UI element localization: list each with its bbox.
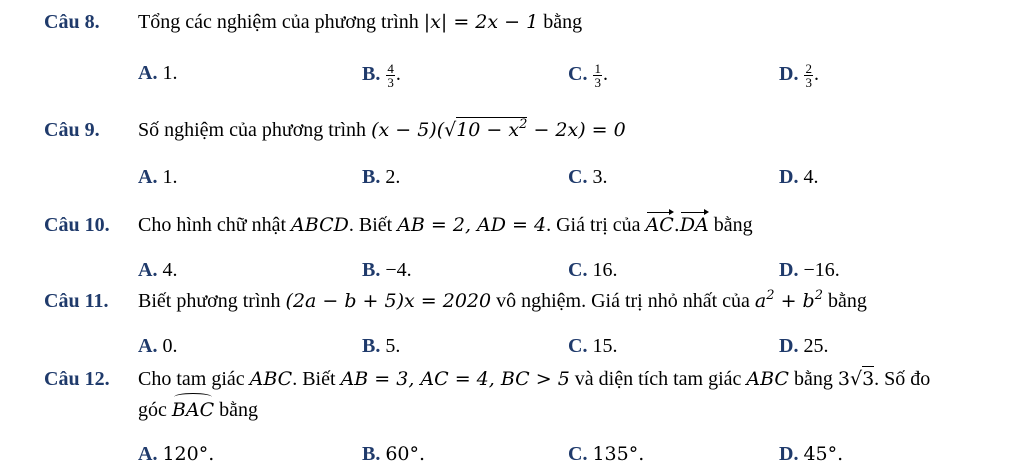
math-part: 3 xyxy=(837,368,850,390)
stem-math: (2a − b + 5)x = 2020 xyxy=(285,290,492,312)
fraction-denominator: 3 xyxy=(805,75,812,90)
option-d[interactable] xyxy=(779,166,818,189)
sqrt-body: 3 xyxy=(862,368,875,390)
stem-math xyxy=(371,117,626,141)
stem-text: Số nghiệm của phương trình xyxy=(138,119,367,141)
option-text: 60°. xyxy=(385,443,426,465)
question-stem xyxy=(138,214,753,237)
option-text: 1. xyxy=(162,62,178,84)
option-letter: B. xyxy=(362,443,381,465)
stem-text: vô nghiệm. Giá trị nhỏ nhất của xyxy=(496,290,750,312)
option-text: 4. xyxy=(162,259,178,281)
fraction-denominator: 3 xyxy=(387,75,394,90)
option-b[interactable] xyxy=(362,62,401,89)
option-text: . xyxy=(602,63,608,86)
option-c[interactable] xyxy=(568,166,607,189)
option-letter: B. xyxy=(362,259,381,281)
option-b[interactable] xyxy=(362,335,400,358)
option-letter: D. xyxy=(779,63,799,86)
question-label: Câu 8. xyxy=(44,11,100,33)
option-text: 25. xyxy=(803,335,829,357)
vector-da: DA xyxy=(679,214,709,236)
fraction-numerator: 1 xyxy=(594,61,601,76)
stem-text: Biết phương trình xyxy=(138,290,281,312)
stem-text: Tổng các nghiệm của phương trình xyxy=(138,11,419,33)
option-letter: B. xyxy=(362,166,381,188)
option-text: 135°. xyxy=(592,443,645,465)
option-b[interactable] xyxy=(362,259,412,282)
stem-math xyxy=(755,290,823,312)
stem-math: ABC xyxy=(746,368,789,390)
option-d[interactable] xyxy=(779,62,819,89)
stem-text: và diện tích tam giác xyxy=(574,368,742,390)
option-a[interactable] xyxy=(138,62,177,85)
stem-math: ABCD xyxy=(291,214,349,236)
option-letter: A. xyxy=(138,443,158,465)
option-d[interactable] xyxy=(779,443,843,466)
question-stem xyxy=(138,290,867,313)
fraction-numerator: 4 xyxy=(387,61,394,76)
stem-text: . Biết xyxy=(292,368,336,390)
option-letter: C. xyxy=(568,335,588,357)
option-text: 45°. xyxy=(803,443,844,465)
sqrt-body xyxy=(456,117,527,141)
option-b[interactable] xyxy=(362,443,425,466)
stem-text: Cho tam giác xyxy=(138,368,245,390)
vector-ac: AC xyxy=(645,214,674,236)
fraction-denominator: 3 xyxy=(594,75,601,90)
question-label: Câu 9. xyxy=(44,119,100,141)
exponent: 2 xyxy=(814,288,823,303)
stem-math: AB = 2, AD = 4 xyxy=(397,214,547,236)
option-a[interactable] xyxy=(138,443,214,466)
option-fraction xyxy=(804,62,813,89)
question-label: Câu 12. xyxy=(44,368,110,390)
stem-math: AB = 3, AC = 4, BC > 5 xyxy=(340,368,570,390)
stem-text: bằng xyxy=(543,11,583,33)
option-d[interactable] xyxy=(779,335,828,358)
option-text: 16. xyxy=(592,259,618,281)
option-c[interactable] xyxy=(568,62,608,89)
option-letter: D. xyxy=(779,259,799,281)
stem-math: |x| = 2x − 1 xyxy=(423,11,539,33)
math-part: + b xyxy=(774,290,815,312)
question-label: Câu 11. xyxy=(44,290,109,312)
stem-text: bằng xyxy=(713,214,753,236)
exponent: 2 xyxy=(519,117,528,132)
option-text: 3. xyxy=(592,166,608,188)
option-letter: C. xyxy=(568,166,588,188)
stem-text: . Số đo xyxy=(874,368,931,390)
option-a[interactable] xyxy=(138,259,177,282)
option-a[interactable] xyxy=(138,335,177,358)
option-text: 2. xyxy=(385,166,401,188)
angle-bac: BAC xyxy=(171,399,215,421)
option-text: 1. xyxy=(162,166,178,188)
dot-operator: . xyxy=(673,214,680,236)
stem-text: Cho hình chữ nhật xyxy=(138,214,287,236)
stem-text: bằng xyxy=(827,290,867,312)
option-letter: D. xyxy=(779,335,799,357)
stem-text: góc xyxy=(138,399,167,421)
option-letter: B. xyxy=(362,63,381,86)
stem-text: . Giá trị của xyxy=(546,214,641,236)
question-stem xyxy=(138,119,626,142)
option-letter: A. xyxy=(138,259,158,281)
stem-text: bằng xyxy=(219,399,259,421)
question-label: Câu 10. xyxy=(44,214,110,236)
option-text: 120°. xyxy=(162,443,215,465)
option-text: −16. xyxy=(803,259,840,281)
question-stem xyxy=(138,368,930,391)
stem-math: ABC xyxy=(249,368,293,390)
option-c[interactable] xyxy=(568,335,617,358)
option-letter: C. xyxy=(568,63,588,86)
stem-text: . Biết xyxy=(348,214,393,236)
sqrt-sign: √ xyxy=(444,119,457,141)
option-letter: B. xyxy=(362,335,381,357)
option-text: −4. xyxy=(385,259,412,281)
exponent: 2 xyxy=(766,288,775,303)
option-text: . xyxy=(395,63,401,86)
option-a[interactable] xyxy=(138,166,177,189)
question-stem-line2 xyxy=(138,399,258,422)
option-letter: D. xyxy=(779,166,799,188)
option-c[interactable] xyxy=(568,443,644,466)
option-letter: A. xyxy=(138,62,158,84)
math-part: 10 − x xyxy=(456,119,520,141)
option-fraction xyxy=(386,62,395,89)
option-letter: A. xyxy=(138,335,158,357)
stem-math: 3√3 xyxy=(837,368,875,390)
option-c[interactable] xyxy=(568,259,617,282)
option-text: . xyxy=(813,63,819,86)
option-fraction xyxy=(593,62,602,89)
question-stem xyxy=(138,11,582,34)
option-text: 5. xyxy=(385,335,401,357)
option-letter: D. xyxy=(779,443,799,465)
option-letter: C. xyxy=(568,259,588,281)
math-part: (x − 5)( xyxy=(371,119,445,141)
option-letter: C. xyxy=(568,443,588,465)
option-d[interactable] xyxy=(779,259,840,282)
option-text: 0. xyxy=(162,335,178,357)
option-text: 15. xyxy=(592,335,618,357)
stem-text: bằng xyxy=(793,368,833,390)
option-b[interactable] xyxy=(362,166,400,189)
option-text: 4. xyxy=(803,166,819,188)
math-part: − 2x) = 0 xyxy=(527,119,626,141)
math-part: a xyxy=(754,290,767,312)
option-letter: A. xyxy=(138,166,158,188)
fraction-numerator: 2 xyxy=(805,61,812,76)
